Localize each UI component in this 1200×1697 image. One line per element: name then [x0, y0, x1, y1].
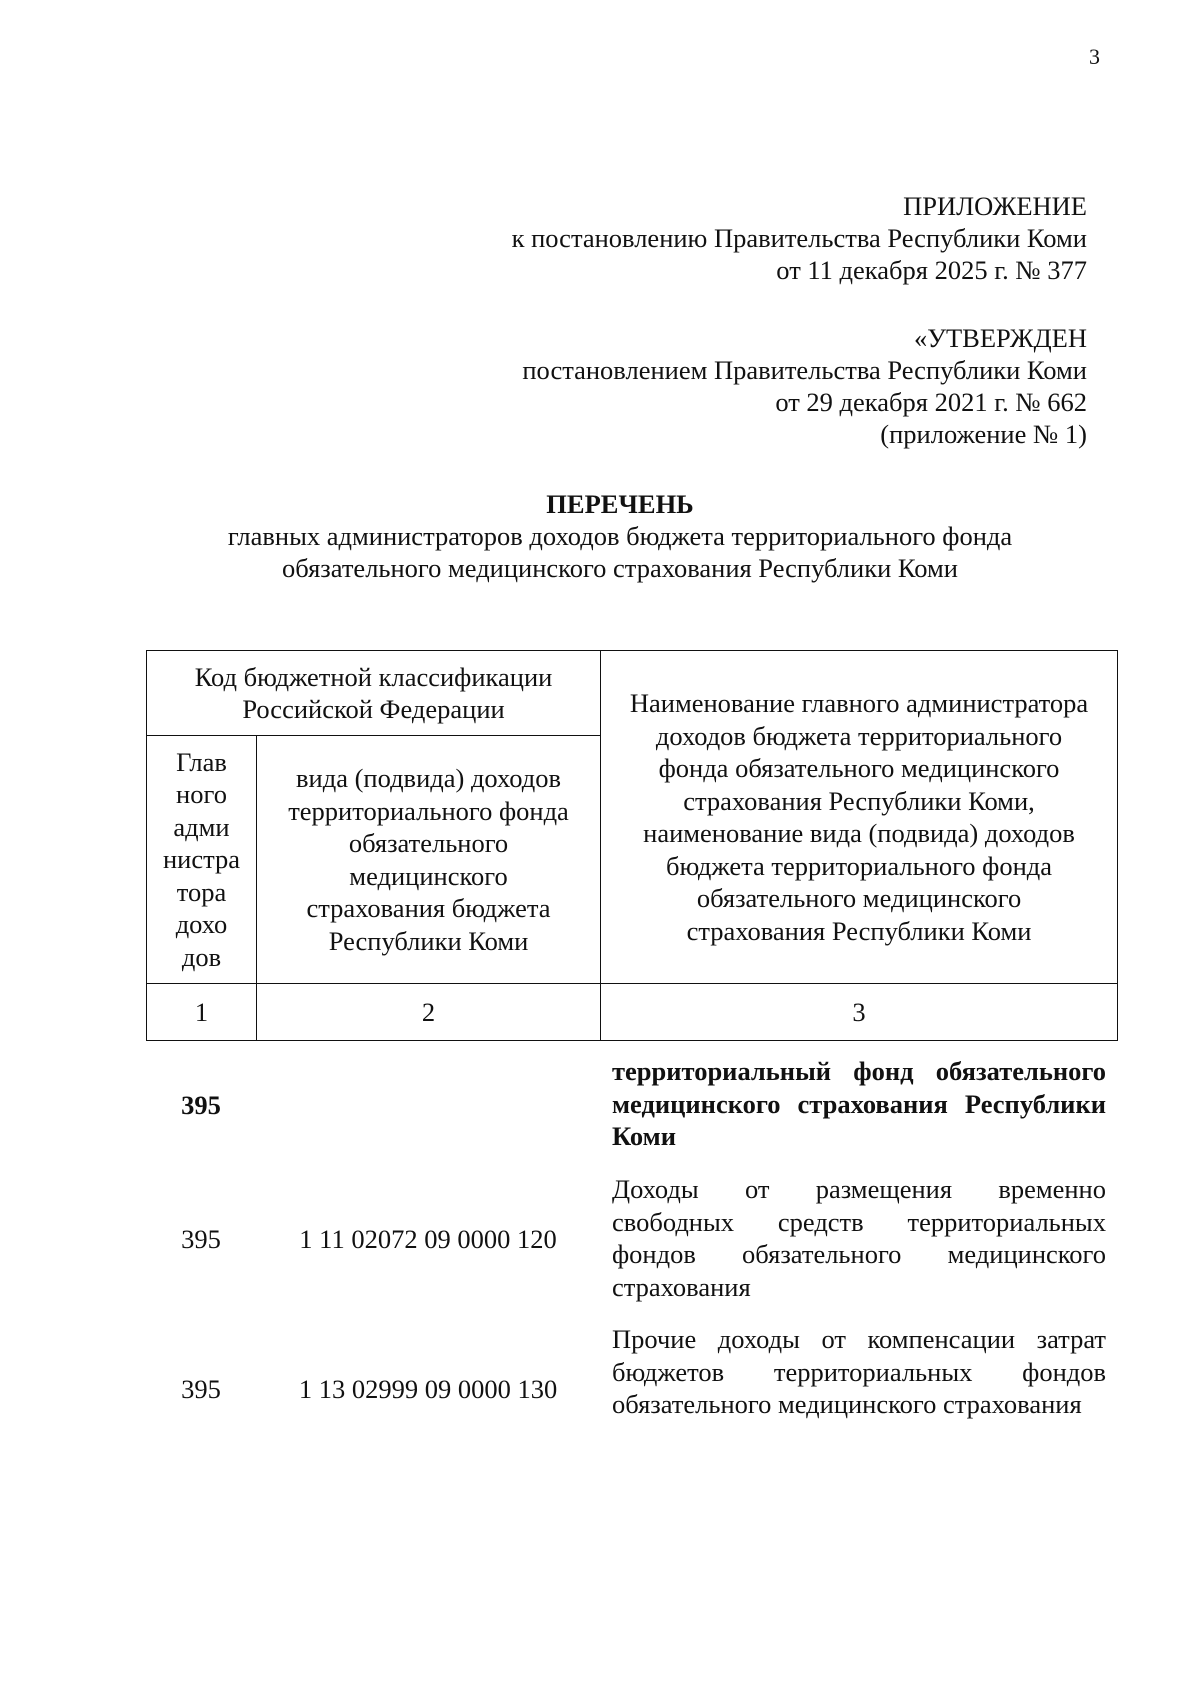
approved-appendix-ref: (приложение № 1) — [880, 419, 1087, 449]
header-income-column: вида (подвида) доходов территориального фонда обязательного медицинского страхования бюджета Республики Коми — [257, 736, 601, 984]
column-number-1: 1 — [147, 984, 257, 1041]
appendix-date: от 11 декабря 2025 г. № 377 — [776, 255, 1087, 285]
approved-resolution: постановлением Правительства Республики Коми — [522, 355, 1087, 385]
classification-header-table — [146, 650, 1118, 1041]
row-name: Прочие доходы от компенсации затрат бюджетов территориальных фондов обязательного медицинского страхования — [612, 1324, 1106, 1419]
document-subtitle-line: главных администраторов доходов бюджета территориального фонда — [227, 521, 1013, 551]
table-row — [146, 1055, 1117, 1155]
row-name: территориальный фонд обязательного медицинского страхования Республики Коми — [612, 1056, 1106, 1151]
page-number: 3 — [1089, 44, 1100, 69]
row-admin-code: 395 — [181, 1090, 221, 1120]
table-row — [146, 1323, 1117, 1458]
column-number-2: 2 — [257, 984, 601, 1041]
header-admin-column: Глав ного адми нистра тора дохо дов — [147, 736, 257, 984]
header-name-column: Наименование главного администратора доходов бюджета территориального фонда обязательного медицинского страхования Республики Коми, наименование вида (подвида) доходов бюджета территориального фонда обязательного медицинского страхования Республики Коми — [601, 651, 1118, 984]
row-income-code: 1 13 02999 09 0000 130 — [298, 1374, 558, 1404]
column-number-3: 3 — [601, 984, 1118, 1041]
table-row — [146, 1173, 1117, 1308]
row-admin-code: 395 — [181, 1224, 221, 1254]
document-title: ПЕРЕЧЕНЬ — [546, 489, 694, 519]
appendix-label: ПРИЛОЖЕНИЕ — [903, 191, 1087, 221]
row-admin-code: 395 — [181, 1374, 221, 1404]
approved-label: «УТВЕРЖДЕН — [913, 323, 1087, 353]
approved-date: от 29 декабря 2021 г. № 662 — [775, 387, 1087, 417]
appendix-block — [512, 190, 1087, 286]
row-income-code: 1 11 02072 09 0000 120 — [299, 1224, 557, 1254]
document-subtitle-line: обязательного медицинского страхования Республики Коми — [282, 553, 958, 583]
document-title-block — [120, 488, 1120, 584]
appendix-resolution: к постановлению Правительства Республики Коми — [511, 223, 1087, 253]
row-name: Доходы от размещения временно свободных средств территориальных фондов обязательного медицинского страхования — [612, 1174, 1106, 1302]
approved-block — [522, 322, 1087, 450]
header-code-group: Код бюджетной классификации Российской Федерации — [147, 651, 601, 736]
